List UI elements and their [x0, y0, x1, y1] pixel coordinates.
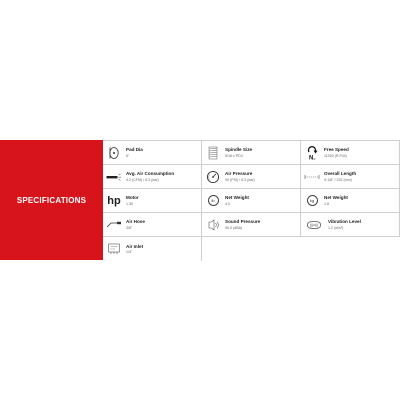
- net-weight-kg-icon: [304, 193, 320, 209]
- spec-label: Air Inlet: [126, 243, 144, 249]
- spec-cell-air-inlet: [103, 237, 202, 261]
- overall-length-icon: [304, 169, 320, 185]
- spec-value: 1.8: [324, 201, 329, 206]
- spec-label: Avg. Air Consumption: [126, 171, 175, 177]
- spec-row: [103, 141, 400, 165]
- spec-value: 3/8": [126, 225, 133, 230]
- net-weight-lb-icon: [205, 193, 221, 209]
- spec-label: Vibration Level: [328, 219, 361, 225]
- spec-value: 1.2 (m/s²): [328, 225, 344, 230]
- spec-cell-air-pressure: [202, 165, 301, 188]
- spec-value: 90.0 (dBA): [225, 225, 243, 230]
- spec-label: Overall Length: [324, 171, 357, 177]
- air-inlet-icon: [106, 241, 122, 257]
- air-hose-icon: [106, 217, 122, 233]
- spec-cell-motor: [103, 189, 202, 212]
- spec-row: [103, 165, 400, 189]
- spec-value: 1/4": [126, 250, 133, 255]
- sound-pressure-icon: [205, 217, 221, 233]
- net-weight-lb-glyph: lb: [208, 195, 219, 206]
- spec-value: 5/16 x PD3: [225, 153, 243, 158]
- vibration-icon: [304, 217, 324, 233]
- spec-cell-overall-length: [301, 165, 400, 188]
- spec-label: Pad Dia: [126, 147, 143, 153]
- spec-value: 11000 (R.P.M): [324, 153, 347, 158]
- spec-cell-net-weight-kg: [301, 189, 400, 212]
- air-pressure-gauge-icon: [205, 169, 221, 185]
- spec-cell-air-consumption: [103, 165, 202, 188]
- spec-cell-free-speed: [301, 141, 400, 164]
- spec-value: 1.30: [126, 201, 133, 206]
- vibration-glyph: (((o))): [307, 221, 321, 229]
- spec-cell-empty: [301, 237, 400, 261]
- spec-value: 90 (PSI) / 6.3 (bar): [225, 177, 255, 182]
- spec-label: Motor: [126, 195, 139, 201]
- spec-label: Net Weight: [324, 195, 348, 201]
- spec-value: 4.2 (CFM) / 6.3 (bar): [126, 177, 159, 182]
- spec-cell-sound-pressure: [202, 213, 301, 236]
- spec-row: [103, 213, 400, 237]
- free-speed-icon: [304, 145, 320, 161]
- spec-value: 9-1/8" / 232 (mm): [324, 177, 352, 182]
- spec-cell-vibration-level: [301, 213, 400, 236]
- spec-label: Net Weight: [225, 195, 249, 201]
- air-consumption-icon: [106, 169, 122, 185]
- spec-label: Air Hose: [126, 219, 145, 225]
- spec-cell-spindle-size: [202, 141, 301, 164]
- spec-row: [103, 237, 400, 261]
- svg-text:0: 0: [313, 156, 316, 160]
- spec-row: [103, 189, 400, 213]
- spec-cell-air-hose: [103, 213, 202, 236]
- spec-cell-net-weight-lb: [202, 189, 301, 212]
- spindle-thread-icon: [205, 145, 221, 161]
- net-weight-kg-glyph: kg: [307, 195, 318, 206]
- specifications-banner: [0, 140, 103, 260]
- spec-cell-empty: [202, 237, 301, 261]
- spec-label: Spindle Size: [225, 147, 253, 153]
- spec-label: Free Speed: [324, 147, 349, 153]
- motor-hp-icon: hp: [107, 194, 121, 207]
- spec-label: Sound Pressure: [225, 219, 261, 225]
- spec-table: [103, 140, 400, 260]
- pad-diameter-icon: [106, 145, 122, 161]
- spec-label: Air Pressure: [225, 171, 253, 177]
- spec-value: 5": [126, 153, 130, 158]
- banner-title: SPECIFICATIONS: [16, 195, 87, 205]
- spec-value: 4.0: [225, 201, 230, 206]
- spec-cell-pad-dia: [103, 141, 202, 164]
- svg-text:N: N: [309, 155, 314, 160]
